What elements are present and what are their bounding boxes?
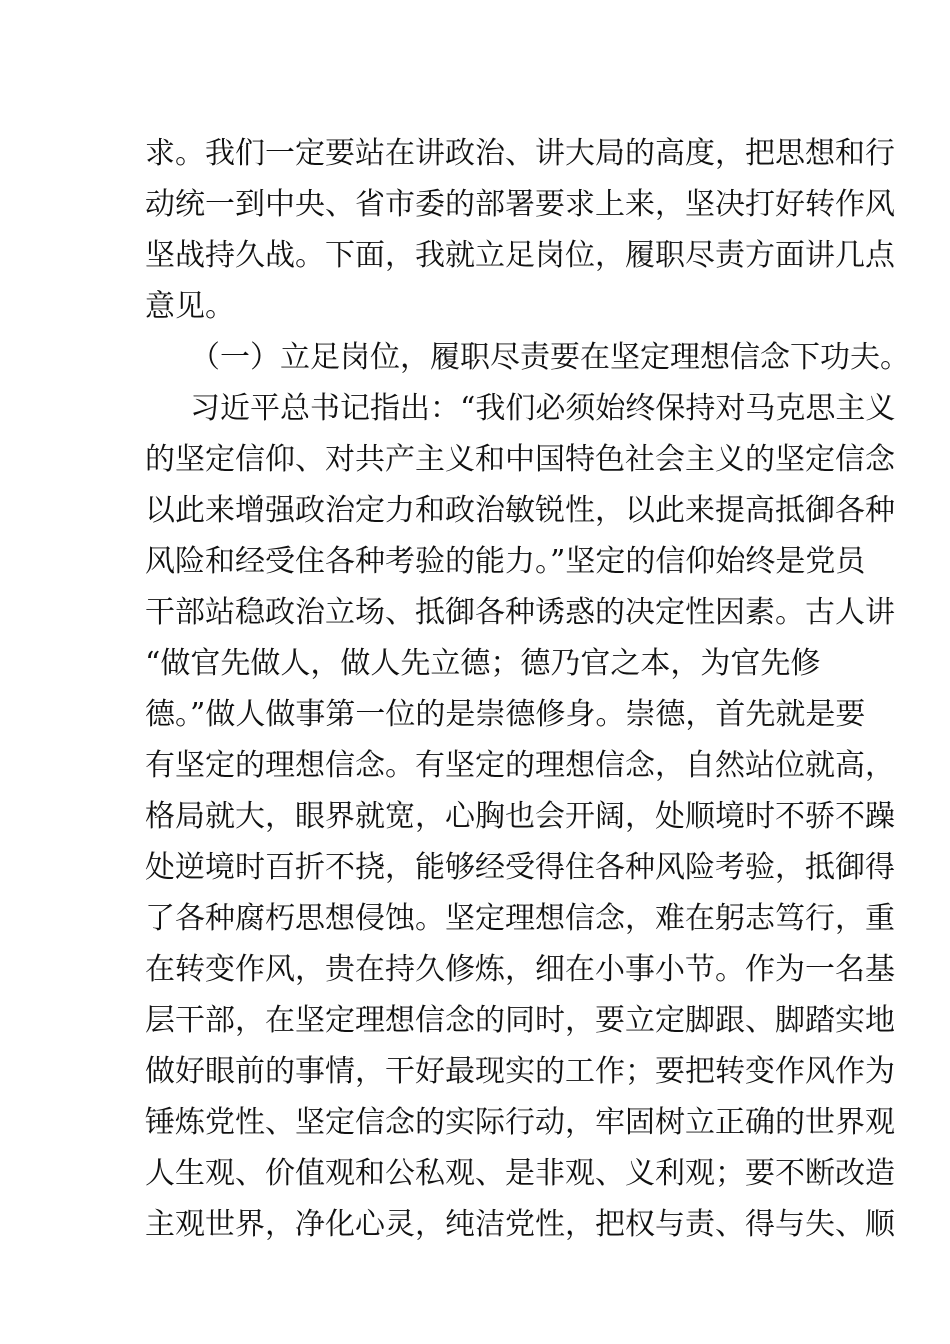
text-line: 处逆境时百折不挠，能够经受得住各种风险考验，抵御得 bbox=[145, 850, 895, 885]
heading-line: （一）立足岗位，履职尽责要在坚定理想信念下功夫。 bbox=[190, 340, 910, 375]
text-line: 坚战持久战。下面，我就立足岗位，履职尽责方面讲几点 bbox=[145, 238, 895, 273]
text-line: 人生观、价值观和公私观、是非观、义利观；要不断改造 bbox=[145, 1156, 895, 1191]
text-line: 主观世界，净化心灵，纯洁党性，把权与责、得与失、顺 bbox=[145, 1207, 895, 1242]
document-body bbox=[145, 128, 910, 1250]
text-line: 习近平总书记指出：“我们必须始终保持对马克思主义 bbox=[190, 391, 896, 426]
text-line: 层干部，在坚定理想信念的同时，要立定脚跟、脚踏实地 bbox=[145, 1003, 895, 1038]
text-line: 干部站稳政治立场、抵御各种诱惑的决定性因素。古人讲 bbox=[145, 595, 895, 630]
text-line: 动统一到中央、省市委的部署要求上来，坚决打好转作风 bbox=[145, 187, 895, 222]
text-line: 德。”做人做事第一位的是崇德修身。崇德，首先就是要 bbox=[145, 697, 866, 732]
text-line: 在转变作风，贵在持久修炼，细在小事小节。作为一名基 bbox=[145, 952, 895, 987]
text-line: 的坚定信仰、对共产主义和中国特色社会主义的坚定信念 bbox=[145, 442, 895, 477]
text-line: 求。我们一定要站在讲政治、讲大局的高度，把思想和行 bbox=[145, 136, 895, 171]
text-line: 了各种腐朽思想侵蚀。坚定理想信念，难在躬志笃行，重 bbox=[145, 901, 895, 936]
text-line: 有坚定的理想信念。有坚定的理想信念，自然站位就高， bbox=[145, 748, 895, 783]
text-line: 做好眼前的事情，干好最现实的工作；要把转变作风作为 bbox=[145, 1054, 895, 1089]
text-line: 以此来增强政治定力和政治敏锐性，以此来提高抵御各种 bbox=[145, 493, 895, 528]
section-heading bbox=[145, 332, 910, 383]
text-line: 意见。 bbox=[145, 289, 235, 324]
text-line: 风险和经受住各种考验的能力。”坚定的信仰始终是党员 bbox=[145, 544, 866, 579]
intro-paragraph bbox=[145, 128, 895, 332]
text-line: “做官先做人，做人先立德；德乃官之本，为官先修 bbox=[145, 646, 821, 681]
text-line: 锤炼党性、坚定信念的实际行动，牢固树立正确的世界观 bbox=[145, 1105, 895, 1140]
text-line: 格局就大，眼界就宽，心胸也会开阔，处顺境时不骄不躁 bbox=[145, 799, 895, 834]
body-paragraph bbox=[145, 383, 896, 1250]
